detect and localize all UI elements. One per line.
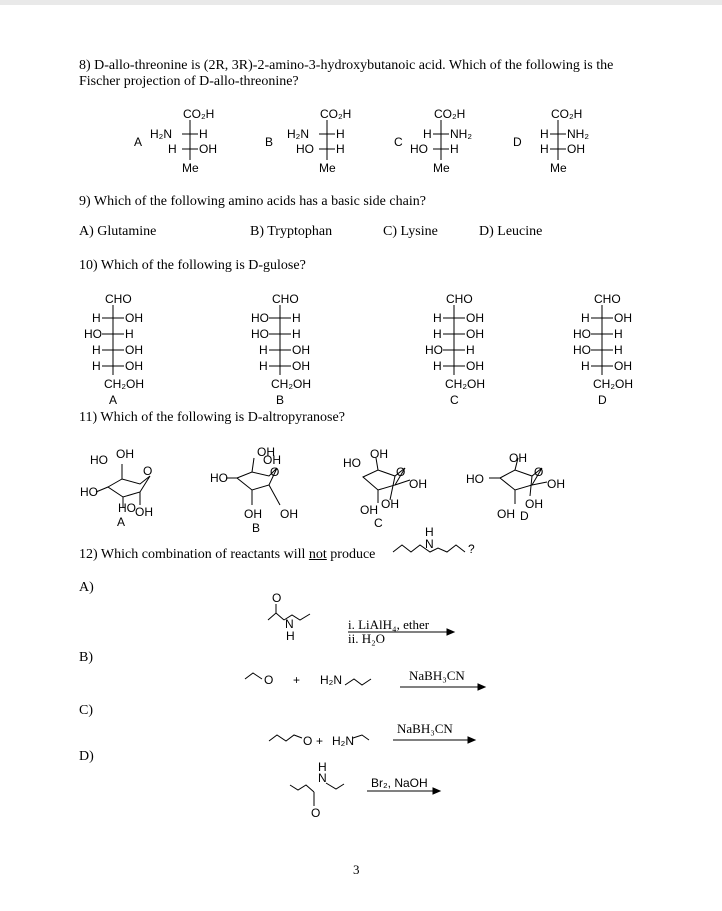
q9-option-d: D) Leucine — [479, 224, 543, 239]
svg-text:CO₂H: CO₂H — [551, 107, 583, 121]
svg-text:D: D — [513, 135, 522, 149]
svg-text:H₂N: H₂N — [287, 127, 309, 141]
svg-text:CHO: CHO — [105, 292, 132, 306]
svg-text:CH₂OH: CH₂OH — [445, 377, 485, 391]
svg-text:D: D — [598, 393, 607, 407]
svg-text:OH: OH — [280, 507, 298, 521]
svg-text:H₂N: H₂N — [320, 673, 342, 687]
svg-text:OH: OH — [125, 359, 143, 373]
svg-text:H: H — [581, 311, 590, 325]
svg-text:OH: OH — [466, 359, 484, 373]
svg-text:HO: HO — [80, 485, 98, 499]
svg-text:OH: OH — [116, 447, 134, 461]
svg-text:D: D — [520, 509, 529, 523]
svg-text:HO: HO — [251, 311, 269, 325]
svg-text:O: O — [264, 673, 274, 687]
svg-text:OH: OH — [292, 359, 310, 373]
svg-text:HO: HO — [296, 142, 314, 156]
svg-text:OH: OH — [244, 507, 262, 521]
svg-text:OH: OH — [567, 142, 585, 156]
svg-text:C: C — [394, 135, 403, 149]
svg-text:OH: OH — [257, 445, 275, 459]
reagent-c: NaBH₃CN — [397, 721, 453, 736]
svg-text:H: H — [540, 142, 549, 156]
q12-option-d: D) — [79, 749, 94, 764]
q8-structures — [134, 107, 589, 175]
svg-text:H: H — [259, 343, 268, 357]
svg-text:H: H — [423, 127, 432, 141]
q9-option-a: A) Glutamine — [79, 224, 157, 239]
svg-text:Me: Me — [433, 161, 450, 175]
svg-text:H: H — [318, 760, 327, 774]
svg-text:OH: OH — [466, 311, 484, 325]
svg-text:H: H — [125, 327, 134, 341]
svg-text:H: H — [92, 343, 101, 357]
svg-text:CO₂H: CO₂H — [434, 107, 466, 121]
svg-text:H: H — [614, 343, 623, 357]
q8-a-r2r: OH — [199, 142, 217, 156]
svg-text:N: N — [285, 617, 294, 631]
svg-text:H₂N: H₂N — [332, 734, 354, 748]
svg-text:OH: OH — [525, 497, 543, 511]
svg-text:HO: HO — [573, 327, 591, 341]
q12-option-a: A) — [79, 580, 94, 595]
svg-text:H: H — [259, 359, 268, 373]
svg-text:OH: OH — [135, 505, 153, 519]
svg-text:H: H — [614, 327, 623, 341]
q8-a-r2l: H — [168, 142, 177, 156]
svg-text:Me: Me — [319, 161, 336, 175]
svg-text:H: H — [92, 359, 101, 373]
q12-option-b: B) — [79, 650, 93, 665]
reagent-d: Br₂, NaOH — [371, 776, 428, 790]
q8-a-letter: A — [134, 135, 143, 149]
svg-text:H: H — [92, 311, 101, 325]
svg-text:N: N — [318, 771, 327, 785]
svg-text:O: O — [303, 734, 313, 748]
svg-text:CH₂OH: CH₂OH — [593, 377, 633, 391]
svg-text:H: H — [581, 359, 590, 373]
svg-text:OH: OH — [381, 497, 399, 511]
svg-text:OH: OH — [125, 343, 143, 357]
q8-line1: 8) D-allo-threonine is (2R, 3R)-2-amino-3-hydroxybutanoic acid. Which of the following is the — [79, 58, 614, 73]
svg-text:OH: OH — [547, 477, 565, 491]
svg-text:H: H — [286, 629, 295, 643]
svg-text:O: O — [311, 806, 321, 820]
svg-text:B: B — [276, 393, 285, 407]
svg-text:B: B — [252, 521, 261, 535]
svg-text:OH: OH — [360, 503, 378, 517]
svg-text:HO: HO — [118, 501, 136, 515]
svg-text:A: A — [117, 515, 126, 529]
svg-text:N: N — [425, 537, 434, 551]
reagent-a2: ii. H₂O — [348, 631, 386, 646]
svg-text:CO₂H: CO₂H — [320, 107, 352, 121]
svg-text:OH: OH — [263, 453, 281, 467]
q9-option-c: C) Lysine — [383, 224, 438, 239]
svg-text:H: H — [540, 127, 549, 141]
svg-text:O: O — [143, 464, 153, 478]
svg-text:H: H — [466, 343, 475, 357]
svg-text:HO: HO — [210, 471, 228, 485]
q11-structures — [80, 445, 565, 535]
svg-text:H: H — [336, 127, 345, 141]
svg-text:OH: OH — [614, 311, 632, 325]
svg-text:OH: OH — [509, 451, 527, 465]
q12-option-c: C) — [79, 703, 93, 718]
svg-text:C: C — [374, 516, 383, 530]
svg-text:OH: OH — [370, 447, 388, 461]
svg-text:O: O — [534, 465, 544, 479]
page-number: 3 — [353, 862, 360, 877]
svg-text:OH: OH — [292, 343, 310, 357]
svg-text:H: H — [292, 311, 301, 325]
svg-text:C: C — [450, 393, 459, 407]
q12-question: 12) Which combination of reactants will not produce — [79, 547, 376, 562]
svg-text:O: O — [396, 465, 406, 479]
svg-text:CHO: CHO — [594, 292, 621, 306]
svg-text:HO: HO — [466, 472, 484, 486]
svg-text:CHO: CHO — [446, 292, 473, 306]
svg-text:CH₂OH: CH₂OH — [271, 377, 311, 391]
svg-text:HO: HO — [425, 343, 443, 357]
svg-text:HO: HO — [410, 142, 428, 156]
reagent-b: NaBH₃CN — [409, 668, 465, 683]
q10-structures — [84, 292, 633, 407]
svg-text:+: + — [316, 734, 324, 748]
svg-text:+: + — [293, 673, 301, 687]
q8-a-r1l: H₂N — [150, 127, 172, 141]
q9-question: 9) Which of the following amino acids has a basic side chain? — [79, 194, 426, 209]
q9-option-b: B) Tryptophan — [250, 224, 333, 239]
svg-text:OH: OH — [466, 327, 484, 341]
svg-text:OH: OH — [614, 359, 632, 373]
q8-a-top: CO₂H — [183, 107, 215, 121]
svg-text:H: H — [336, 142, 345, 156]
q8-line2: Fischer projection of D-allo-threonine? — [79, 74, 299, 89]
svg-text:B: B — [265, 135, 274, 149]
q11-question: 11) Which of the following is D-altropyranose? — [79, 410, 345, 425]
svg-text:Me: Me — [550, 161, 567, 175]
svg-text:CHO: CHO — [272, 292, 299, 306]
svg-text:HO: HO — [84, 327, 102, 341]
q8-a-bottom: Me — [182, 161, 199, 175]
svg-text:H: H — [433, 359, 442, 373]
svg-text:NH₂: NH₂ — [567, 127, 589, 141]
svg-text:HO: HO — [251, 327, 269, 341]
svg-text:HO: HO — [573, 343, 591, 357]
svg-text:HO: HO — [343, 456, 361, 470]
svg-text:O: O — [272, 591, 282, 605]
reagent-a1: i. LiAlH₄, ether — [348, 617, 430, 632]
svg-text:O: O — [270, 465, 280, 479]
svg-text:H: H — [433, 327, 442, 341]
q10-question: 10) Which of the following is D-gulose? — [79, 258, 306, 273]
svg-text:OH: OH — [409, 477, 427, 491]
svg-text:?: ? — [468, 542, 475, 556]
svg-text:H: H — [292, 327, 301, 341]
svg-text:OH: OH — [497, 507, 515, 521]
q8-a-r1r: H — [199, 127, 208, 141]
svg-text:NH₂: NH₂ — [450, 127, 472, 141]
svg-text:H: H — [433, 311, 442, 325]
svg-text:H: H — [425, 525, 434, 539]
svg-text:A: A — [109, 393, 118, 407]
svg-text:OH: OH — [125, 311, 143, 325]
svg-text:HO: HO — [90, 453, 108, 467]
svg-text:CH₂OH: CH₂OH — [104, 377, 144, 391]
svg-text:H: H — [450, 142, 459, 156]
